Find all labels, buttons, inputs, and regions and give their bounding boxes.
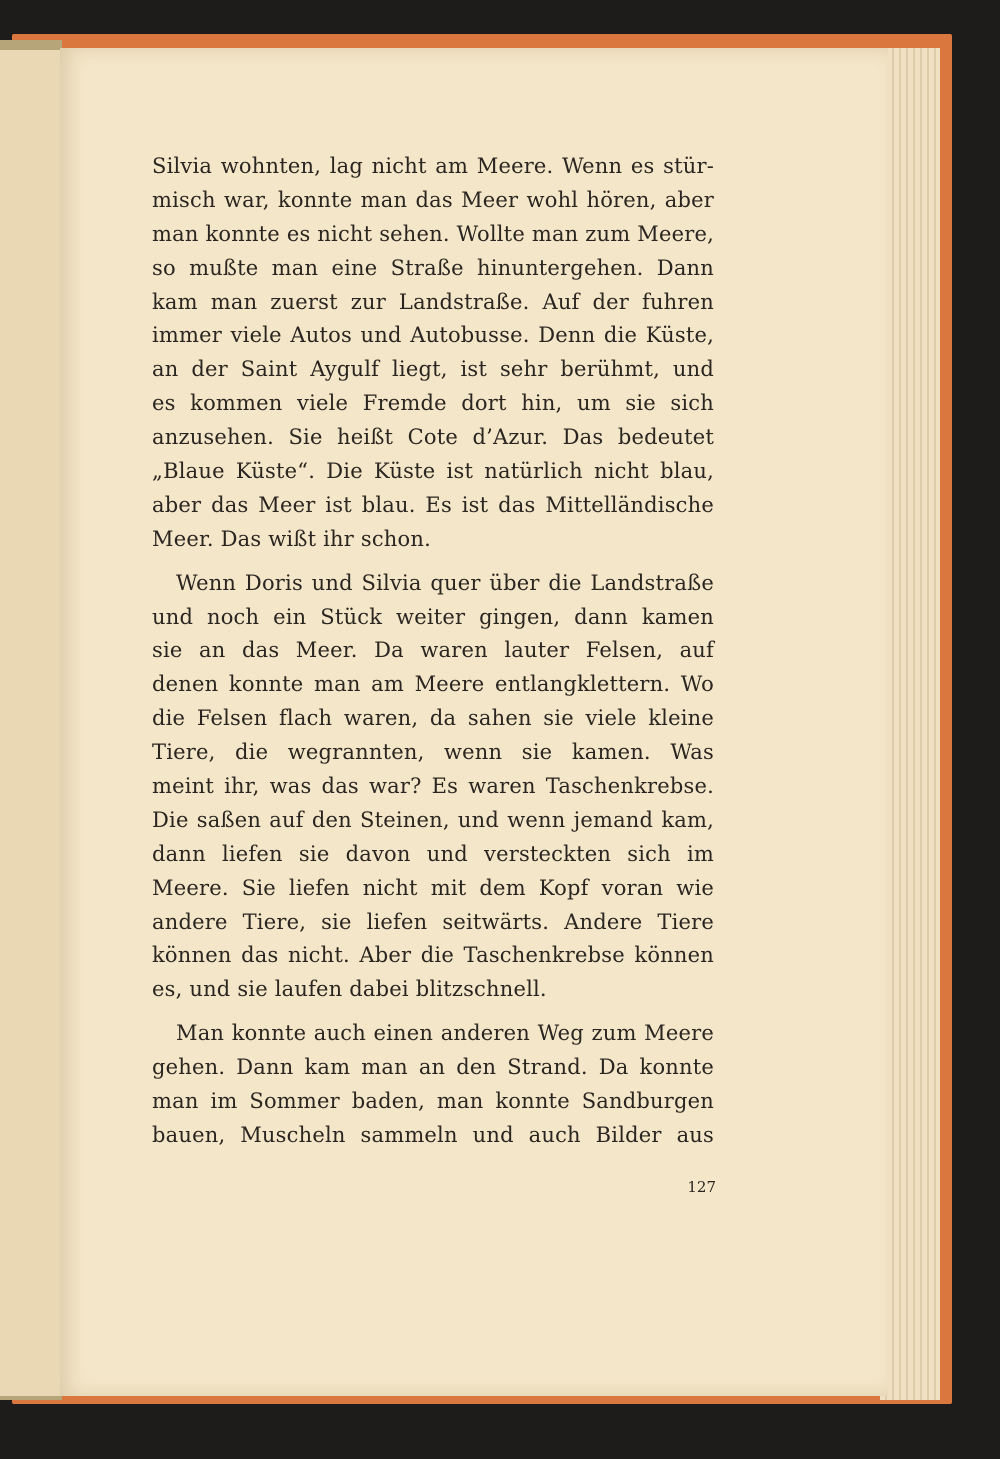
text-line: und noch ein Stück weiter gingen, dann kamen — [152, 604, 714, 629]
text-line: gehen. Dann kam man an den Strand. Da konnte — [152, 1055, 714, 1080]
text-line: es, und sie laufen dabei blitzschnell. — [152, 977, 547, 1002]
text-line: die Felsen flach waren, da sahen sie viele kleine — [152, 706, 714, 731]
text-line: Meere. Sie liefen nicht mit dem Kopf voran wie — [152, 875, 714, 900]
page-stack-edge — [880, 48, 940, 1400]
text-line: Tiere, die wegrannten, wenn sie kamen. Was — [152, 740, 714, 765]
left-page-edge — [0, 50, 61, 1396]
text-line: können das nicht. Aber die Taschenkrebse können — [152, 943, 714, 968]
paragraph — [152, 567, 714, 1008]
text-line: misch war, konnte man das Meer wohl hören, aber — [152, 187, 714, 212]
text-line: denen konnte man am Meere entlangklettern. Wo — [152, 672, 714, 697]
text-line: man konnte es nicht sehen. Wollte man zum Meere, — [152, 221, 714, 246]
text-line: sie an das Meer. Da waren lauter Felsen, auf — [152, 638, 714, 663]
text-line: dann liefen sie davon und versteckten sich im — [152, 841, 714, 866]
text-line: man im Sommer baden, man konnte Sandburgen — [152, 1089, 714, 1114]
text-line: aber das Meer ist blau. Es ist das Mittelländische — [152, 492, 714, 517]
page-number: 127 — [687, 1178, 716, 1196]
text-line: so mußte man eine Straße hinuntergehen. Dann — [152, 255, 714, 280]
paragraph — [152, 1017, 714, 1153]
text-line: Man konnte auch einen anderen Weg zum Meere — [176, 1021, 714, 1046]
paragraph — [152, 150, 714, 557]
text-line: es kommen viele Fremde dort hin, um sie sich — [152, 391, 714, 416]
text-line: Silvia wohnten, lag nicht am Meere. Wenn es stür- — [152, 154, 714, 178]
text-line: Die saßen auf den Steinen, und wenn jemand kam, — [152, 807, 714, 832]
text-line: immer viele Autos und Autobusse. Denn die Küste, — [152, 323, 714, 348]
text-line: bauen, Muscheln sammeln und auch Bilder aus — [152, 1122, 714, 1147]
text-line: Wenn Doris und Silvia quer über die Landstraße — [176, 570, 714, 595]
text-line: an der Saint Aygulf liegt, ist sehr berühmt, und — [152, 357, 714, 382]
text-line: „Blaue Küste“. Die Küste ist natürlich nicht blau, — [152, 459, 714, 484]
text-line: anzusehen. Sie heißt Cote d’Azur. Das bedeutet — [152, 425, 714, 450]
text-line: meint ihr, was das war? Es waren Taschenkrebse. — [152, 774, 714, 799]
text-line: Meer. Das wißt ihr schon. — [152, 526, 431, 551]
text-line: kam man zuerst zur Landstraße. Auf der fuhren — [152, 289, 714, 314]
text-line: andere Tiere, sie liefen seitwärts. Andere Tiere — [152, 909, 714, 934]
page-text — [152, 150, 714, 1153]
